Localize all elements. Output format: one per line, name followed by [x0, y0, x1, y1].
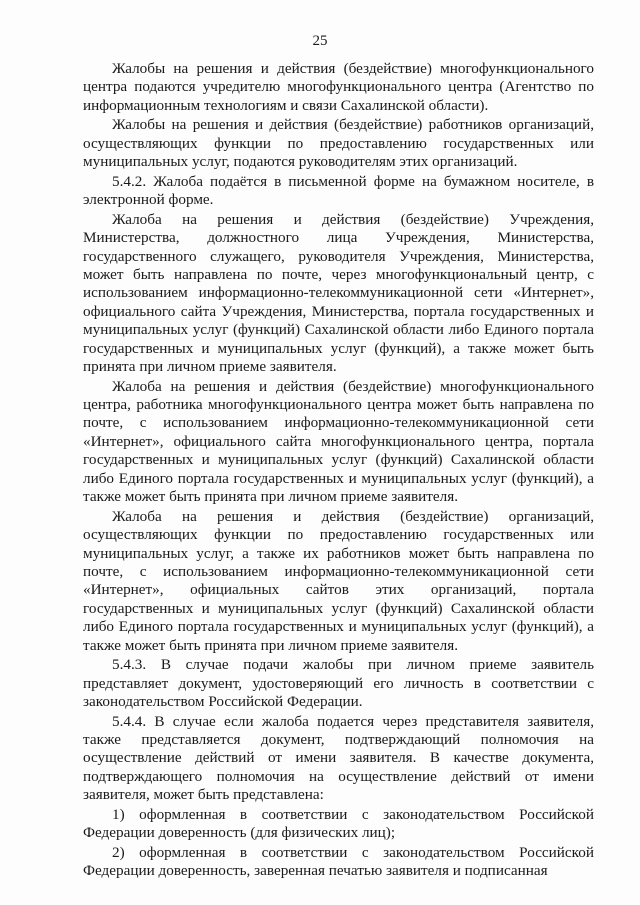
paragraph-ministry-complaint-channels: Жалоба на решения и действия (бездействие) Учреждения, Министерства, должностного лица Учреждения, Министерства, государственного служащего, руководителя Учреждения, Министерства, может быть направлена по почте, через многофункциональный центр, с использованием информационно-телекоммуникационной сети «Интернет», официального сайта Учреждения, Министерства, портала государственных и муниципальных услуг (функций) Сахалинской области либо Единого портала государственных и муниципальных услуг (функций), а также может быть принята при личном приеме заявителя. — [83, 210, 594, 376]
document-body — [83, 60, 594, 882]
paragraph-5-4-3: 5.4.3. В случае подачи жалобы при личном приеме заявитель представляет документ, удостоверяющий его личность в соответствии с законодательством Российской Федерации. — [83, 656, 594, 710]
page-number: 25 — [312, 33, 328, 49]
paragraph-organization-complaint-channels: Жалоба на решения и действия (бездействие) организаций, осуществляющих функции по предоставлению государственных или муниципальных услуг, а также их работников может быть направлена по почте, с использованием информационно-телекоммуникационной сети «Интернет», официальных сайтов этих организаций, портала государственных и муниципальных услуг (функций) Сахалинской области либо Единого портала государственных и муниципальных услуг (функций), а также может быть принята при личном приеме заявителя. — [83, 507, 594, 654]
paragraph-organization-complaints: Жалобы на решения и действия (бездействие) работников организаций, осуществляющих функции по предоставлению государственных или муниципальных услуг, подаются руководителям этих организаций. — [83, 116, 594, 171]
list-item-2: 2) оформленная в соответствии с законодательством Российской Федерации доверенность, заверенная печатью заявителя и подписанная — [83, 843, 594, 880]
paragraph-mfc-complaints: Жалобы на решения и действия (бездействие) многофункционального центра подаются учредителю многофункционального центра (Агентство по информационным технологиям и связи Сахалинской области). — [83, 60, 594, 114]
paragraph-5-4-4: 5.4.4. В случае если жалоба подается через представителя заявителя, также представляется документ, подтверждающий полномочия на осуществление действий от имени заявителя. В качестве документа, подтверждающего полномочия на осуществление действий от имени заявителя, может быть представлена: — [83, 712, 594, 804]
paragraph-5-4-2: 5.4.2. Жалоба подаётся в письменной форме на бумажном носителе, в электронной форме. — [83, 172, 594, 209]
paragraph-mfc-complaint-channels: Жалоба на решения и действия (бездействие) многофункционального центра, работника многофункционального центра может быть направлена по почте, с использованием информационно-телекоммуникационной сети «Интернет», официального сайта многофункционального центра, портала государственных и муниципальных услуг (функций) Сахалинской области либо Единого портала государственных и муниципальных услуг (функций), а также может быть принята при личном приеме заявителя. — [83, 377, 594, 506]
list-item-1: 1) оформленная в соответствии с законодательством Российской Федерации доверенность (для физических лиц); — [83, 805, 594, 842]
